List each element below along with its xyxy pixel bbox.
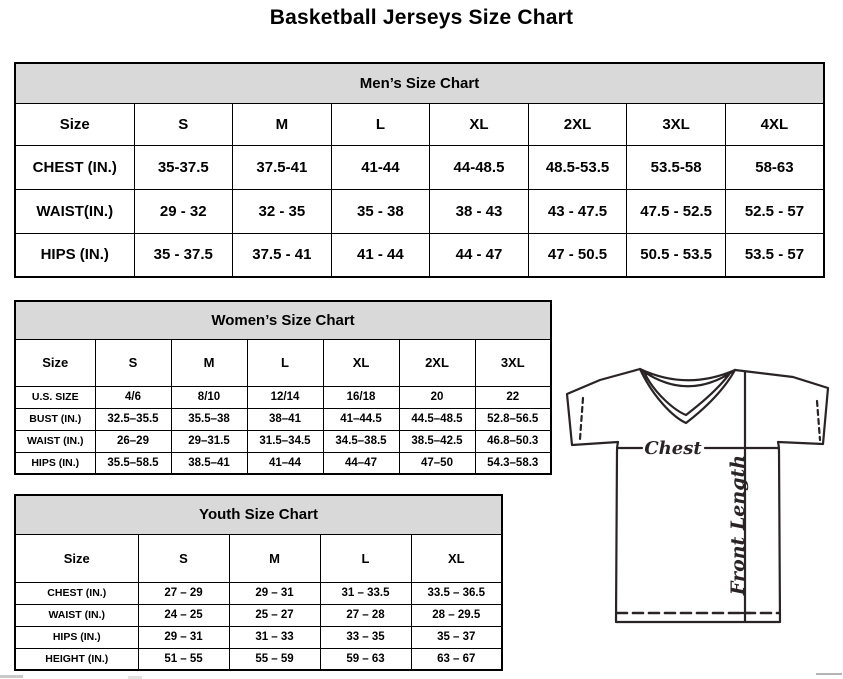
row-label: WAIST (IN.) [15,604,138,626]
cutoff-fragment-left [0,675,23,678]
size-cell: 44 - 47 [430,233,529,277]
table-header-row [15,534,502,582]
size-cell: 47–50 [399,452,475,474]
row-label: HIPS (IN.) [15,626,138,648]
size-cell: 35 – 37 [411,626,502,648]
size-cell: 52.5 - 57 [725,189,824,233]
size-chart-title: Youth Size Chart [15,495,502,534]
left-cuff-dashed-line [580,398,583,439]
size-chart-title: Women’s Size Chart [15,301,551,339]
size-cell: 29 – 31 [229,582,320,604]
size-cell: 54.3–58.3 [475,452,551,474]
table-row [15,233,824,277]
size-cell: 37.5 - 41 [233,233,332,277]
size-cell: 27 – 29 [138,582,229,604]
size-cell: 37.5-41 [233,145,332,189]
size-cell: 8/10 [171,386,247,408]
column-header: S [134,103,233,145]
size-cell: 26–29 [95,430,171,452]
table-title-row [15,495,502,534]
table-row [15,430,551,452]
size-cell: 29 – 31 [138,626,229,648]
size-cell: 35-37.5 [134,145,233,189]
row-label: U.S. SIZE [15,386,95,408]
size-cell: 31 – 33 [229,626,320,648]
size-cell: 31 – 33.5 [320,582,411,604]
size-chart-title: Men’s Size Chart [15,63,824,103]
table-row [15,648,502,670]
column-header: XL [430,103,529,145]
column-header: L [331,103,430,145]
mens-size-table [14,62,825,278]
table-row [15,452,551,474]
size-cell: 44.5–48.5 [399,408,475,430]
table-title-row [15,63,824,103]
table-row [15,386,551,408]
size-cell: 41–44 [247,452,323,474]
size-cell: 44–47 [323,452,399,474]
womens-size-table [14,300,552,475]
row-label: HIPS (IN.) [15,452,95,474]
size-cell: 58-63 [725,145,824,189]
jersey-measurement-diagram [555,355,843,645]
size-cell: 35.5–58.5 [95,452,171,474]
table-row [15,626,502,648]
size-cell: 34.5–38.5 [323,430,399,452]
table-row [15,408,551,430]
front-length-label: Front Length [727,454,749,596]
size-cell: 25 – 27 [229,604,320,626]
column-header: S [138,534,229,582]
size-cell: 16/18 [323,386,399,408]
table-header-row [15,339,551,386]
size-cell: 31.5–34.5 [247,430,323,452]
column-header: XL [411,534,502,582]
column-header: L [320,534,411,582]
row-label: WAIST(IN.) [15,189,134,233]
table-row [15,145,824,189]
column-header: 2XL [399,339,475,386]
row-label: CHEST (IN.) [15,145,134,189]
size-cell: 51 – 55 [138,648,229,670]
size-cell: 50.5 - 53.5 [627,233,726,277]
size-cell: 12/14 [247,386,323,408]
size-cell: 41-44 [331,145,430,189]
column-header: Size [15,339,95,386]
size-cell: 35.5–38 [171,408,247,430]
size-cell: 29–31.5 [171,430,247,452]
youth-size-table [14,494,503,671]
row-label: HEIGHT (IN.) [15,648,138,670]
table-row [15,189,824,233]
chest-label: Chest [644,438,702,459]
size-cell: 32.5–35.5 [95,408,171,430]
column-header: M [233,103,332,145]
size-cell: 55 – 59 [229,648,320,670]
column-header: M [229,534,320,582]
page-title: Basketball Jerseys Size Chart [269,6,574,29]
column-header: XL [323,339,399,386]
row-label: HIPS (IN.) [15,233,134,277]
size-cell: 63 – 67 [411,648,502,670]
size-cell: 41 - 44 [331,233,430,277]
size-cell: 48.5-53.5 [528,145,627,189]
row-label: WAIST (IN.) [15,430,95,452]
size-cell: 52.8–56.5 [475,408,551,430]
size-cell: 35 - 37.5 [134,233,233,277]
table-title-row [15,301,551,339]
size-cell: 20 [399,386,475,408]
size-cell: 38 - 43 [430,189,529,233]
size-cell: 59 – 63 [320,648,411,670]
size-cell: 33 – 35 [320,626,411,648]
column-header: Size [15,103,134,145]
column-header: 3XL [627,103,726,145]
size-cell: 44-48.5 [430,145,529,189]
size-cell: 47.5 - 52.5 [627,189,726,233]
right-cuff-dashed-line [817,401,820,440]
column-header: Size [15,534,138,582]
table-row [15,604,502,626]
size-cell: 29 - 32 [134,189,233,233]
table-header-row [15,103,824,145]
size-cell: 35 - 38 [331,189,430,233]
size-cell: 47 - 50.5 [528,233,627,277]
size-cell: 38.5–41 [171,452,247,474]
size-cell: 38–41 [247,408,323,430]
column-header: S [95,339,171,386]
size-cell: 27 – 28 [320,604,411,626]
jersey-collar-shape [640,369,735,423]
size-cell: 41–44.5 [323,408,399,430]
size-cell: 32 - 35 [233,189,332,233]
size-cell: 38.5–42.5 [399,430,475,452]
column-header: 2XL [528,103,627,145]
row-label: CHEST (IN.) [15,582,138,604]
column-header: L [247,339,323,386]
size-cell: 43 - 47.5 [528,189,627,233]
size-cell: 4/6 [95,386,171,408]
row-label: BUST (IN.) [15,408,95,430]
size-cell: 33.5 – 36.5 [411,582,502,604]
size-cell: 46.8–50.3 [475,430,551,452]
size-cell: 28 – 29.5 [411,604,502,626]
column-header: M [171,339,247,386]
column-header: 4XL [725,103,824,145]
size-cell: 53.5 - 57 [725,233,824,277]
size-cell: 22 [475,386,551,408]
size-cell: 53.5-58 [627,145,726,189]
column-header: 3XL [475,339,551,386]
size-cell: 24 – 25 [138,604,229,626]
cutoff-fragment-right [816,673,842,675]
table-row [15,582,502,604]
